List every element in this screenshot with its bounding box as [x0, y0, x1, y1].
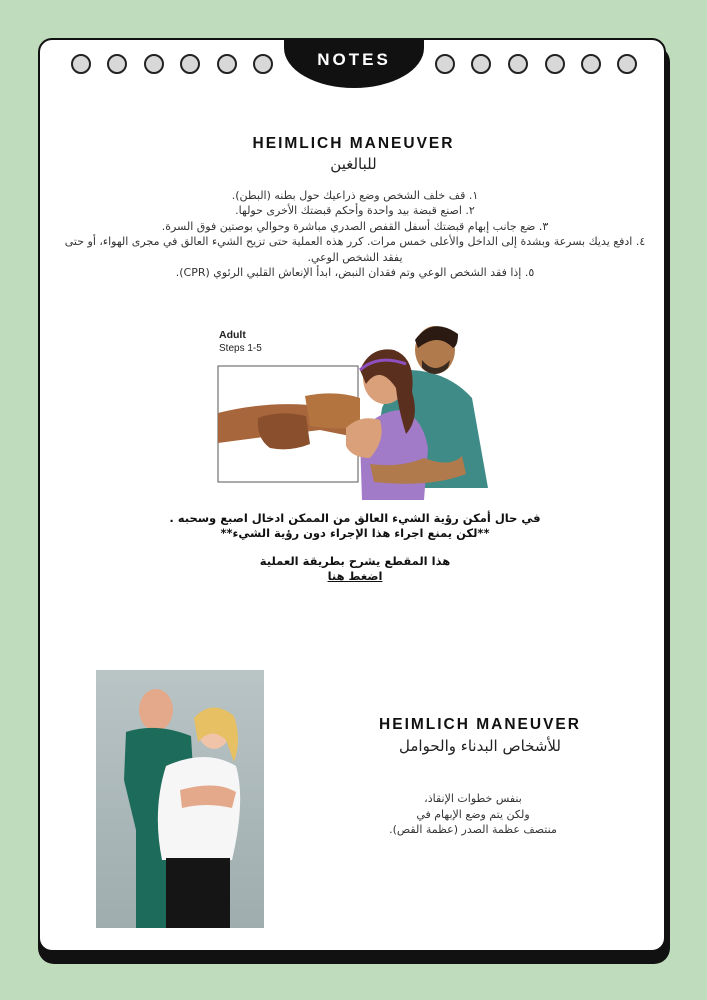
section-title: HEIMLICH MANEUVER [379, 716, 581, 733]
note-line: ولكن يتم وضع الإبهام في [416, 807, 530, 821]
video-description: هذا المقطع يشرح بطريقة العملية [259, 554, 451, 568]
step-item: ٣. ضع جانب إبهام قبضتك أسفل القفص الصدري مباشرة وحوالي بوصتين فوق السرة. [161, 219, 549, 233]
warning-text [80, 511, 630, 541]
ring-icon [180, 54, 200, 74]
section-subtitle: للأشخاص البدناء والحوامل [399, 737, 561, 755]
ring-icon [253, 54, 273, 74]
pregnant-heimlich-photo [96, 670, 264, 928]
step-item: ٤. ادفع يديك بسرعة وبشدة إلى الداخل والأعلى خمس مرات. كرر هذه العملية حتى تزيح الشيء العالق في مجرى الهواء، أو حتى يفقد الشخص الوعي. [64, 235, 646, 264]
video-note [80, 554, 630, 584]
ring-icon [217, 54, 237, 74]
illustration-caption-steps: Steps 1-5 [219, 343, 262, 354]
section-subtitle: للبالغين [330, 155, 377, 173]
ring-icon [617, 54, 637, 74]
ring-icon [71, 54, 91, 74]
ring-icon [471, 54, 491, 74]
note-line: بنفس خطوات الإنقاذ، [424, 792, 522, 805]
warning-line: **لكن يمنع اجراء هذا الإجراء دون رؤية الشيء** [220, 526, 490, 540]
step-item: ١. قف خلف الشخص وضع ذراعيك حول بطنه (البطن). [231, 189, 479, 202]
ring-icon [107, 54, 127, 74]
steps-list [60, 188, 650, 280]
ring-icon [435, 54, 455, 74]
section-title: HEIMLICH MANEUVER [252, 135, 455, 152]
warning-line: في حال أمكن رؤية الشيء العالق من الممكن ادخال اصبع وسحبه . [169, 511, 541, 525]
ring-icon [545, 54, 565, 74]
ring-icon [508, 54, 528, 74]
photo-figure [96, 670, 264, 928]
step-item: ٥. إذا فقد الشخص الوعي وتم فقدان النبض، ابدأ الإنعاش القلبي الرئوي (CPR). [175, 266, 535, 280]
pregnant-note [350, 791, 596, 838]
video-link[interactable]: اضغط هنا [327, 569, 383, 583]
illustration-caption-title: Adult [219, 329, 246, 341]
notes-tab: NOTES [284, 38, 424, 88]
ring-icon [144, 54, 164, 74]
ring-icon [581, 54, 601, 74]
step-item: ٢. اصنع قبضة بيد واحدة وأحكم قبضتك الأخرى حولها. [235, 204, 475, 218]
illustration-caption [219, 329, 262, 355]
note-line: منتصف عظمة الصدر (عظمة القص). [389, 823, 557, 836]
